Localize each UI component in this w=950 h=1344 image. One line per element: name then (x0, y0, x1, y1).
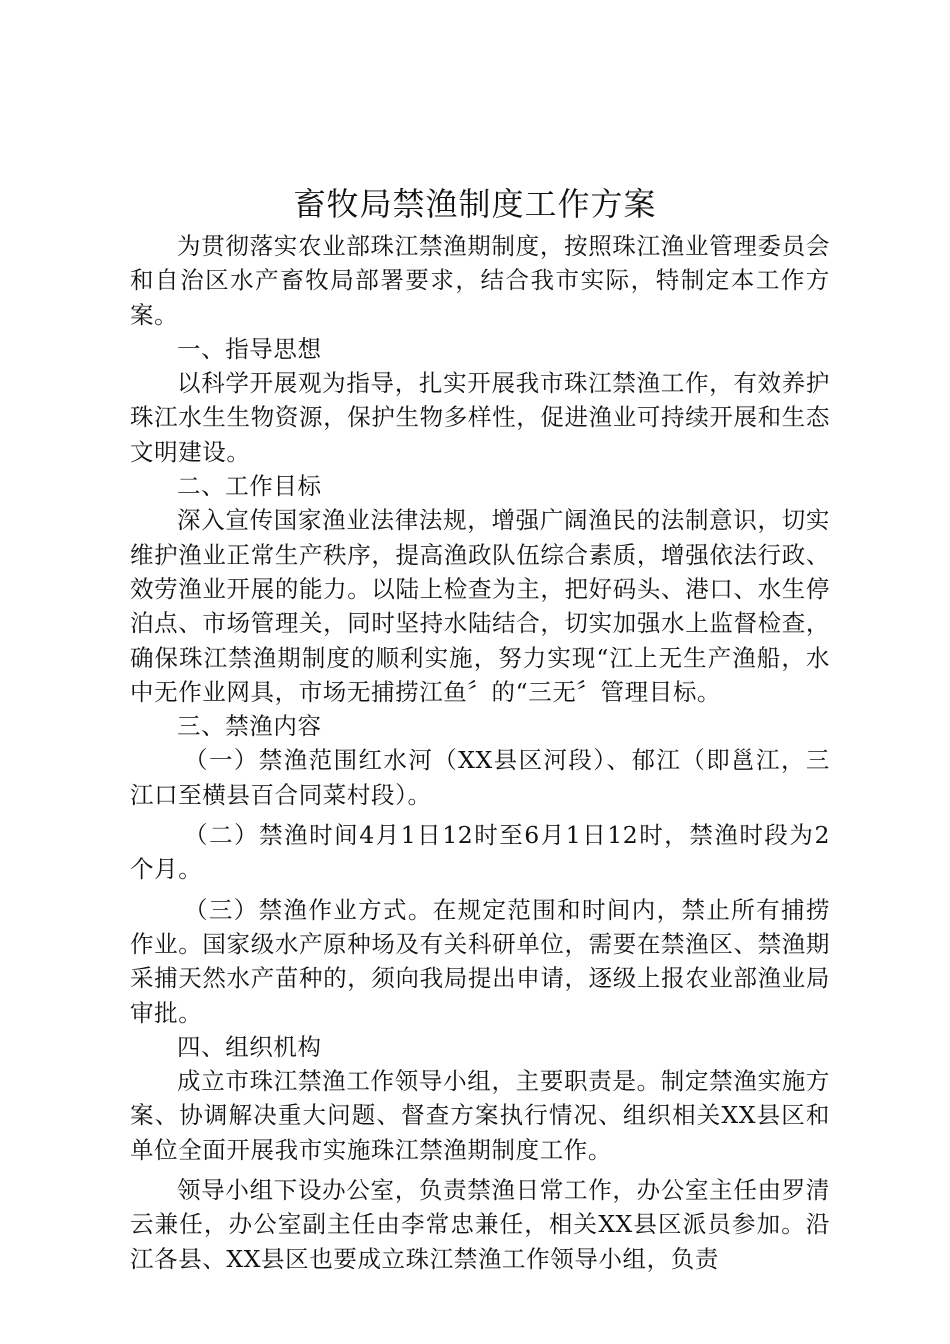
document-title: 畜牧局禁渔制度工作方案 (293, 185, 657, 223)
intro-paragraph: 为贯彻落实农业部珠江禁渔期制度，按照珠江渔业管理委员会和自治区水产畜牧局部署要求，结合我市实际，特制定本工作方案。 (130, 232, 830, 329)
section-paragraph: （一）禁渔范围红水河（XX县区河段）、郁江（即邕江，三江口至横县百合同菜村段）。 (130, 746, 830, 809)
section-paragraph: 领导小组下设办公室，负责禁渔日常工作，办公室主任由罗清云兼任，办公室副主任由李常忠兼任，相关XX县区派员参加。沿江各县、XX县区也要成立珠江禁渔工作领导小组，负责 (130, 1176, 830, 1273)
section-paragraph: 成立市珠江禁渔工作领导小组，主要职责是。制定禁渔实施方案、协调解决重大问题、督查方案执行情况、组织相关XX县区和单位全面开展我市实施珠江禁渔期制度工作。 (130, 1067, 830, 1164)
section-paragraph: 以科学开展观为指导，扎实开展我市珠江禁渔工作，有效养护珠江水生生物资源，保护生物多样性，促进渔业可持续开展和生态文明建设。 (130, 369, 830, 466)
section-heading-organization: 四、组织机构 (177, 1032, 322, 1061)
section-heading-work-goals: 二、工作目标 (177, 472, 322, 501)
section-heading-fishing-ban-content: 三、禁渔内容 (177, 712, 322, 741)
section-paragraph: （二）禁渔时间4月1日12时至6月1日12时，禁渔时段为2个月。 (130, 821, 830, 884)
section-paragraph: （三）禁渔作业方式。在规定范围和时间内，禁止所有捕捞作业。国家级水产原种场及有关科研单位，需要在禁渔区、禁渔期采捕天然水产苗种的，须向我局提出申请，逐级上报农业部渔业局审批。 (130, 895, 830, 1027)
document-body (130, 229, 830, 1276)
section-paragraph: 深入宣传国家渔业法律法规，增强广阔渔民的法制意识，切实维护渔业正常生产秩序，提高渔政队伍综合素质，增强依法行政、效劳渔业开展的能力。以陆上检查为主，把好码头、港口、水生停泊点、市场管理关，同时坚持水陆结合，切实加强水上监督检查，确保珠江禁渔期制度的顺利实施，努力实现“江上无生产渔船，水中无作业网具，市场无捕捞江鱼〞的“三无〞管理目标。 (130, 506, 830, 706)
section-heading-guiding-ideology: 一、指导思想 (177, 334, 322, 363)
